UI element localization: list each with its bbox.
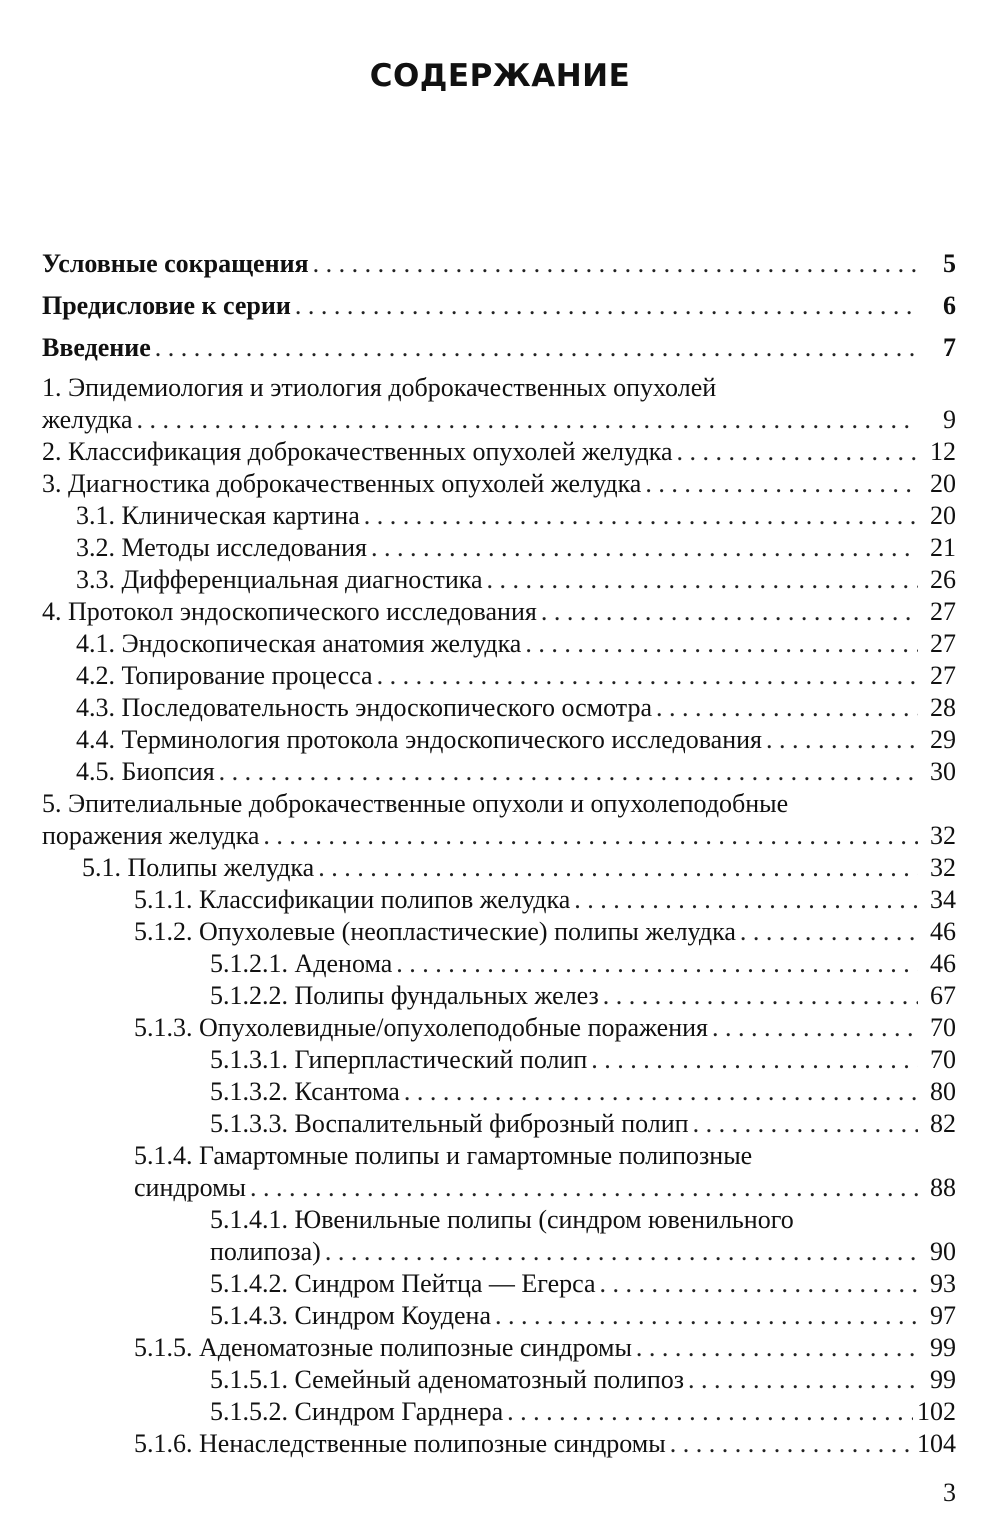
- toc-entry: [42, 916, 956, 948]
- toc-entry-title: поражения желудка: [42, 821, 260, 850]
- toc-entry: [42, 884, 956, 916]
- dot-leader: [295, 290, 918, 322]
- toc-entry-page: 70: [930, 1013, 956, 1042]
- toc-entry-title: 5.1.4.3. Синдром Коудена: [210, 1301, 491, 1330]
- toc-entry-line: 5.1.4. Гамартомные полипы и гамартомные полипозные: [134, 1141, 753, 1170]
- dot-leader: [603, 980, 918, 1012]
- toc-entry-title: 4.4. Терминология протокола эндоскопического исследования: [76, 725, 762, 754]
- toc-entry-page: 67: [930, 981, 956, 1010]
- toc-entry-page: 26: [930, 565, 956, 594]
- toc-entry-page: 70: [930, 1045, 956, 1074]
- dot-leader: [574, 884, 918, 916]
- toc-entry: [42, 248, 956, 280]
- toc-entry-page: 6: [943, 291, 956, 320]
- toc-entry: [42, 500, 956, 532]
- toc-entry-title: 4.5. Биопсия: [76, 757, 215, 786]
- dot-leader: [404, 1076, 918, 1108]
- toc-entry: [42, 1076, 956, 1108]
- toc-entry-title: 5.1.2.2. Полипы фундальных желез: [210, 981, 599, 1010]
- toc-entry-page: 46: [930, 917, 956, 946]
- toc-entry-title: 2. Классификация доброкачественных опухолей желудка: [42, 437, 673, 466]
- toc-entry-page: 93: [930, 1269, 956, 1298]
- toc-entry-line: 5. Эпителиальные доброкачественные опухоли и опухолеподобные: [42, 789, 789, 818]
- toc-entry-title: 3.2. Методы исследования: [76, 533, 367, 562]
- toc-entry: [42, 1108, 956, 1140]
- toc-entry-title: 5.1.3.2. Ксантома: [210, 1077, 400, 1106]
- toc-entry-line: 1. Эпидемиология и этиология доброкачественных опухолей: [42, 373, 717, 402]
- toc-entry-title: Предисловие к серии: [42, 291, 291, 320]
- toc-entry-page: 97: [930, 1301, 956, 1330]
- toc-entry-title: 3.1. Клиническая картина: [76, 501, 360, 530]
- toc-entry-page: 99: [930, 1333, 956, 1362]
- toc-entry: [42, 564, 956, 596]
- toc-entry-title: полипоза): [210, 1237, 321, 1266]
- toc-entry: [42, 1012, 956, 1044]
- dot-leader: [263, 820, 918, 852]
- toc-entry: [42, 820, 956, 852]
- toc-entry: [42, 948, 956, 980]
- toc-entry-page: 102: [917, 1397, 956, 1426]
- page-title: СОДЕРЖАНИЕ: [369, 58, 631, 94]
- toc-entry: [42, 1172, 956, 1204]
- toc-entry-page: 88: [930, 1173, 956, 1202]
- toc-entry-page: 99: [930, 1365, 956, 1394]
- toc-entry: [42, 1332, 956, 1364]
- dot-leader: [371, 532, 918, 564]
- toc-entry-title: 5.1.3.1. Гиперпластический полип: [210, 1045, 588, 1074]
- dot-leader: [645, 468, 918, 500]
- toc-entry: [42, 436, 956, 468]
- dot-leader: [656, 692, 918, 724]
- toc-entry-page: 20: [930, 469, 956, 498]
- toc-entry-title: синдромы: [134, 1173, 247, 1202]
- toc-entry-page: 27: [930, 661, 956, 690]
- toc-entry: [42, 1396, 956, 1428]
- toc-entry-page: 32: [930, 821, 956, 850]
- toc-entry-title: 5.1.5.1. Семейный аденоматозный полипоз: [210, 1365, 685, 1394]
- toc-entry: [42, 1268, 956, 1300]
- toc-entry: [42, 980, 956, 1012]
- dot-leader: [740, 916, 918, 948]
- dot-leader: [250, 1172, 918, 1204]
- toc-entry-page: 5: [943, 249, 956, 278]
- dot-leader: [487, 564, 918, 596]
- dot-leader: [377, 660, 918, 692]
- toc-entry-title: 5.1.4.2. Синдром Пейтца — Егерса: [210, 1269, 596, 1298]
- toc-entry: [42, 1364, 956, 1396]
- toc-entry-page: 104: [917, 1429, 956, 1458]
- dot-leader: [693, 1108, 918, 1140]
- toc-entry-page: 46: [930, 949, 956, 978]
- toc-entry-title: 5.1.5. Аденоматозные полипозные синдромы: [134, 1333, 632, 1362]
- toc-entry-title: 3.3. Дифференциальная диагностика: [76, 565, 483, 594]
- dot-leader: [677, 436, 918, 468]
- dot-leader: [219, 756, 918, 788]
- dot-leader: [364, 500, 918, 532]
- toc-entry-page: 30: [930, 757, 956, 786]
- toc-entry-title: 3. Диагностика доброкачественных опухолей желудка: [42, 469, 642, 498]
- toc-entry-title: 5.1.3.3. Воспалительный фиброзный полип: [210, 1109, 689, 1138]
- toc-entry-page: 12: [930, 437, 956, 466]
- toc-entry-title: 5.1.2.1. Аденома: [210, 949, 393, 978]
- dot-leader: [313, 248, 918, 280]
- toc-entry: [42, 332, 956, 364]
- toc-entry: [42, 1428, 956, 1460]
- toc-entry-title: 5.1.3. Опухолевидные/опухолеподобные поражения: [134, 1013, 708, 1042]
- toc-entry-page: 27: [930, 629, 956, 658]
- dot-leader: [155, 332, 918, 364]
- dot-leader: [712, 1012, 918, 1044]
- dot-leader: [600, 1268, 918, 1300]
- toc-entry: [42, 692, 956, 724]
- toc-entry: [42, 596, 956, 628]
- dot-leader: [541, 596, 918, 628]
- toc-entry-page: 20: [930, 501, 956, 530]
- toc-entry-title: желудка: [42, 405, 133, 434]
- toc-entry: [42, 852, 956, 884]
- toc-entry: [42, 468, 956, 500]
- toc-entry-page: 29: [930, 725, 956, 754]
- toc-entry-title: 5.1.5.2. Синдром Гарднера: [210, 1397, 504, 1426]
- toc-entry-page: 9: [943, 405, 956, 434]
- dot-leader: [318, 852, 918, 884]
- toc-entry: [42, 404, 956, 436]
- toc-entry: [42, 724, 956, 756]
- toc-entry-title: 4.2. Топирование процесса: [76, 661, 373, 690]
- toc-entry-page: 7: [943, 333, 956, 362]
- dot-leader: [507, 1396, 913, 1428]
- page-number: 3: [943, 1478, 956, 1507]
- dot-leader: [137, 404, 918, 436]
- toc-entry: [42, 1236, 956, 1268]
- dot-leader: [495, 1300, 918, 1332]
- toc-entry: [42, 660, 956, 692]
- dot-leader: [525, 628, 918, 660]
- toc-entry-title: 5.1.2. Опухолевые (неопластические) полипы желудка: [134, 917, 736, 946]
- toc-entry-page: 28: [930, 693, 956, 722]
- toc-entry: [42, 532, 956, 564]
- toc-entry-page: 32: [930, 853, 956, 882]
- toc-entry-title: 4.3. Последовательность эндоскопического осмотра: [76, 693, 652, 722]
- toc-entry: [42, 1300, 956, 1332]
- toc-entry-title: 5.1.6. Ненаследственные полипозные синдромы: [134, 1429, 666, 1458]
- dot-leader: [670, 1428, 913, 1460]
- table-of-contents: [42, 248, 956, 1460]
- toc-entry-line: 5.1.4.1. Ювенильные полипы (синдром ювенильного: [210, 1205, 794, 1234]
- dot-leader: [766, 724, 918, 756]
- dot-leader: [636, 1332, 918, 1364]
- toc-entry-page: 82: [930, 1109, 956, 1138]
- toc-entry-title: Условные сокращения: [42, 249, 309, 278]
- toc-entry: [42, 1044, 956, 1076]
- toc-entry: [42, 290, 956, 322]
- toc-entry-page: 21: [930, 533, 956, 562]
- toc-entry: [42, 628, 956, 660]
- toc-entry-title: 5.1.1. Классификации полипов желудка: [134, 885, 571, 914]
- toc-entry-title: 4.1. Эндоскопическая анатомия желудка: [76, 629, 522, 658]
- dot-leader: [325, 1236, 918, 1268]
- dot-leader: [688, 1364, 918, 1396]
- toc-entry-title: 5.1. Полипы желудка: [82, 853, 315, 882]
- toc-entry-page: 27: [930, 597, 956, 626]
- toc-entry-title: 4. Протокол эндоскопического исследования: [42, 597, 537, 626]
- toc-entry-page: 90: [930, 1237, 956, 1266]
- toc-entry: [42, 756, 956, 788]
- toc-entry-title: Введение: [42, 333, 151, 362]
- dot-leader: [396, 948, 918, 980]
- toc-entry-page: 34: [930, 885, 956, 914]
- dot-leader: [591, 1044, 918, 1076]
- toc-entry-page: 80: [930, 1077, 956, 1106]
